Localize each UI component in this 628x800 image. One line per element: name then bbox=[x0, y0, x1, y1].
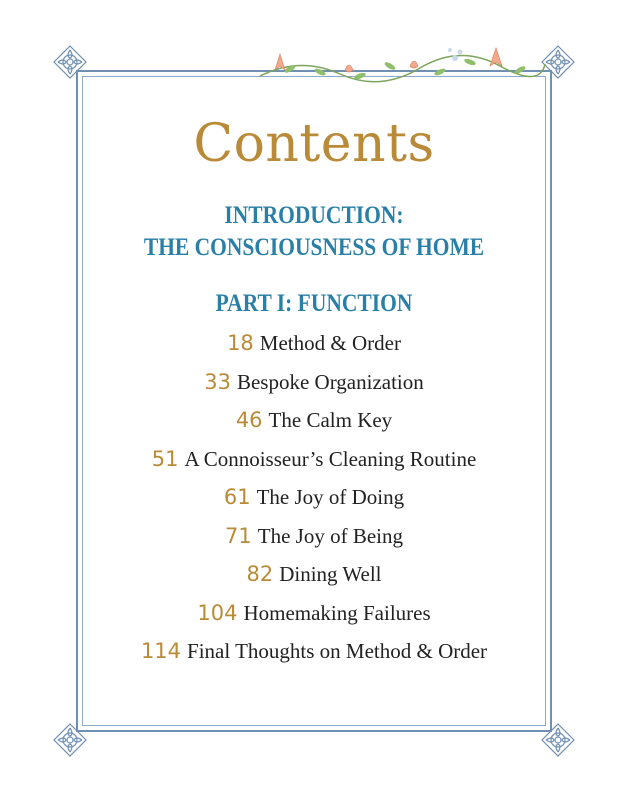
introduction-title: THE CONSCIOUSNESS OF HOME bbox=[143, 234, 485, 261]
page-number: 46 bbox=[235, 408, 263, 432]
chapter-title: Bespoke Organization bbox=[236, 369, 424, 394]
toc-entry[interactable] bbox=[82, 594, 546, 633]
toc-entry[interactable] bbox=[82, 555, 546, 594]
contents-page bbox=[82, 100, 546, 671]
page-number: 114 bbox=[140, 639, 182, 663]
chapter-title: A Connoisseur’s Cleaning Routine bbox=[184, 446, 477, 471]
page-number: 71 bbox=[225, 523, 252, 548]
toc-list bbox=[82, 324, 546, 671]
chapter-title: The Joy of Being bbox=[257, 523, 403, 548]
floral-vine-icon bbox=[250, 36, 550, 96]
ornamental-rosette-icon bbox=[540, 722, 576, 758]
chapter-title: Dining Well bbox=[279, 562, 382, 586]
page-number: 18 bbox=[227, 331, 254, 355]
toc-entry[interactable] bbox=[82, 401, 546, 440]
toc-entry[interactable] bbox=[82, 517, 546, 556]
page-title: Contents bbox=[193, 114, 435, 174]
introduction-heading[interactable] bbox=[114, 200, 513, 264]
ornamental-rosette-icon bbox=[52, 722, 88, 758]
page-number: 61 bbox=[223, 485, 251, 509]
page-number: 51 bbox=[151, 446, 179, 471]
chapter-title: The Joy of Doing bbox=[256, 485, 405, 509]
toc-entry[interactable] bbox=[82, 478, 546, 517]
ornamental-rosette-icon bbox=[52, 44, 88, 80]
chapter-title: The Calm Key bbox=[268, 408, 393, 432]
toc-entry[interactable] bbox=[82, 440, 546, 479]
chapter-title: Method & Order bbox=[259, 331, 401, 355]
introduction-label: INTRODUCTION: bbox=[224, 202, 404, 229]
page-number: 82 bbox=[246, 562, 274, 586]
chapter-title: Final Thoughts on Method & Order bbox=[187, 639, 488, 663]
toc-entry[interactable] bbox=[82, 324, 546, 363]
toc-entry[interactable] bbox=[82, 632, 546, 671]
chapter-title: Homemaking Failures bbox=[243, 600, 431, 625]
page-number: 33 bbox=[204, 369, 231, 394]
part-heading[interactable]: PART I: FUNCTION bbox=[215, 290, 413, 317]
toc-entry[interactable] bbox=[82, 363, 546, 402]
page-number: 104 bbox=[197, 600, 238, 625]
